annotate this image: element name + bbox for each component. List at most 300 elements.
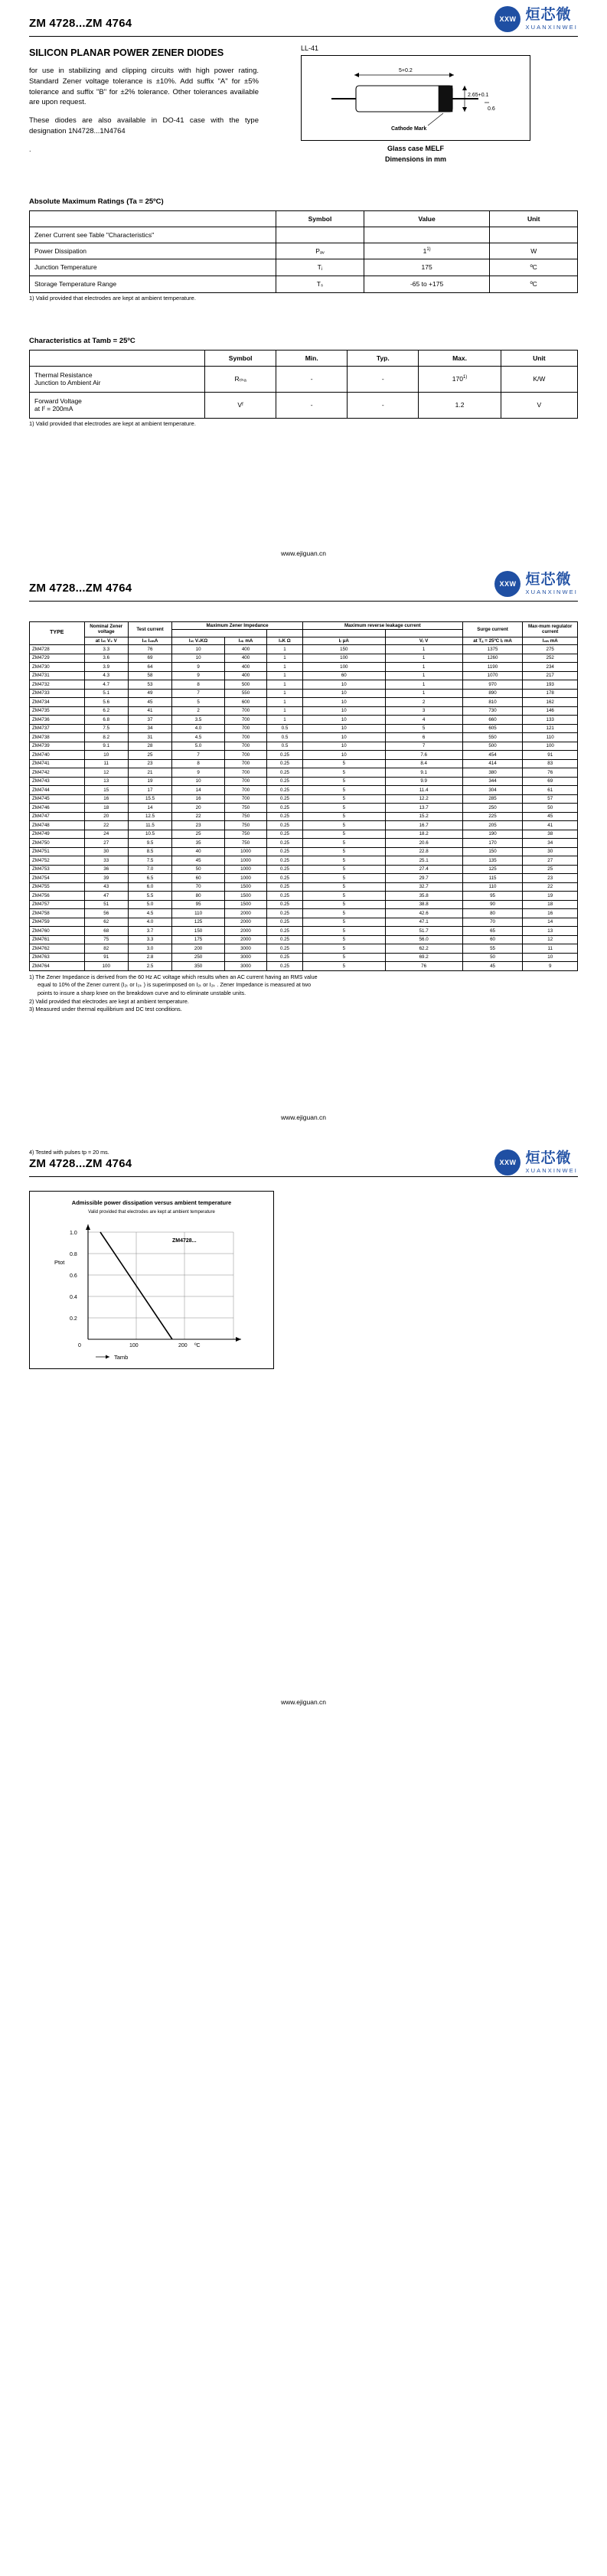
cell-type: ZM4764 — [30, 962, 85, 971]
cell-type: ZM4744 — [30, 786, 85, 795]
table-row — [30, 243, 578, 259]
cell-value: 62.2 — [385, 944, 462, 954]
cell-value: 28 — [128, 742, 171, 751]
cell-value: 1 — [385, 645, 462, 654]
cell-value: 53 — [128, 680, 171, 690]
cell-value: 9.5 — [128, 839, 171, 848]
cell-value: 70 — [462, 918, 523, 927]
cell-value: 5 — [385, 724, 462, 733]
cell-value: 0.5 — [266, 742, 302, 751]
cell-value: 34 — [128, 724, 171, 733]
cell-value: 10 — [302, 716, 385, 725]
cell-value: 3.9 — [84, 663, 128, 672]
cell-value: 150 — [172, 927, 225, 936]
table-notes — [29, 973, 578, 1014]
cell-value: 10 — [302, 706, 385, 716]
page2-title: ZM 4728...ZM 4764 — [29, 581, 132, 595]
cell-value: 42.6 — [385, 909, 462, 918]
cell-value: 95 — [172, 900, 225, 909]
cell-value: 0.25 — [266, 768, 302, 778]
table-row — [30, 935, 578, 944]
cell-value: 37 — [128, 716, 171, 725]
cell-value: 1 — [266, 689, 302, 698]
cell-value: 19 — [523, 892, 578, 901]
cell-value: 25.1 — [385, 856, 462, 866]
cell-value: 1190 — [462, 663, 523, 672]
cell-value: 3000 — [225, 953, 267, 962]
cell-type: ZM4745 — [30, 794, 85, 804]
cell-value: 22.8 — [385, 847, 462, 856]
cell-symbol: Rₜₕₐ — [205, 366, 276, 392]
cell-value: 11 — [523, 944, 578, 954]
cell-value: 0.25 — [266, 927, 302, 936]
cell-unit — [490, 227, 578, 243]
cell-param: Junction Temperature — [30, 259, 276, 276]
unit-vr: Vᵣ V — [385, 637, 462, 644]
cell-value: 2000 — [225, 909, 267, 918]
cell-type: ZM4750 — [30, 839, 85, 848]
cell-value: 5.6 — [84, 698, 128, 707]
company-logo — [494, 1149, 578, 1176]
table-row — [30, 276, 578, 292]
cell-value: 150 — [302, 645, 385, 654]
col-nominal-zener-voltage: Nominal Zener voltage — [84, 621, 128, 637]
cell-value: 275 — [523, 645, 578, 654]
cell-value: 700 — [225, 786, 267, 795]
cell-value: 0.5 — [266, 724, 302, 733]
cell-value: 6.2 — [84, 706, 128, 716]
cell-value: 700 — [225, 777, 267, 786]
svg-text:5+0.2: 5+0.2 — [399, 68, 413, 73]
table-row — [30, 768, 578, 778]
cell-value: 1260 — [462, 654, 523, 663]
table-row — [30, 654, 578, 663]
cell-value: 8.5 — [128, 847, 171, 856]
cell-value: 5.1 — [84, 689, 128, 698]
cell-type: ZM4758 — [30, 909, 85, 918]
cell-value: 47 — [84, 892, 128, 901]
package-drawing — [301, 44, 561, 165]
cell-value: 252 — [523, 654, 578, 663]
table-row — [30, 227, 578, 243]
page-3 — [0, 1129, 607, 1714]
cell-value: 730 — [462, 706, 523, 716]
page-2 — [0, 565, 607, 1129]
cell-value: 2.8 — [128, 953, 171, 962]
cell-value: 43 — [84, 882, 128, 892]
cell-value: 700 — [225, 759, 267, 768]
cell-value: 1 — [266, 706, 302, 716]
cell-value: 100 — [523, 742, 578, 751]
svg-text:1.0: 1.0 — [70, 1231, 77, 1237]
cell-type: ZM4752 — [30, 856, 85, 866]
cell-value: 5 — [302, 865, 385, 874]
cell-value: 500 — [462, 742, 523, 751]
cell-value: 2000 — [225, 918, 267, 927]
cell-value: 0.25 — [266, 953, 302, 962]
cell-value: 7.6 — [385, 751, 462, 760]
table-row — [30, 794, 578, 804]
cell-value: 7.5 — [128, 856, 171, 866]
cell-value: 3000 — [225, 962, 267, 971]
cell-value: 5 — [302, 962, 385, 971]
cell-value: 2.5 — [128, 962, 171, 971]
cell-value: 64 — [128, 663, 171, 672]
cell-value: 27 — [84, 839, 128, 848]
cell-value: 18.2 — [385, 830, 462, 839]
cell-value: 76 — [523, 768, 578, 778]
cell-value: 60 — [462, 935, 523, 944]
cell-value: 600 — [225, 698, 267, 707]
package-label: LL-41 — [301, 44, 319, 52]
cell-min: - — [276, 392, 348, 418]
cell-value: 700 — [225, 733, 267, 742]
cell-value: 10 — [302, 751, 385, 760]
table-row — [30, 909, 578, 918]
cell-value: 51 — [84, 900, 128, 909]
cell-value: 6 — [385, 733, 462, 742]
logo-chinese-name: 烜芯微 — [525, 571, 572, 588]
cell-value: 1 — [385, 680, 462, 690]
abs-max-col-symbol: Symbol — [276, 210, 364, 227]
col-surge-current: Surge current — [462, 621, 523, 637]
svg-text:0: 0 — [78, 1343, 81, 1349]
svg-text:ºC: ºC — [194, 1343, 201, 1349]
cell-symbol: Tₛ — [276, 276, 364, 292]
cell-value: 550 — [225, 689, 267, 698]
cell-value: 110 — [172, 909, 225, 918]
package-caption-line1: Glass case MELF — [387, 145, 445, 152]
cell-value: 170 — [462, 839, 523, 848]
cell-value: 10 — [172, 777, 225, 786]
cell-type: ZM4728 — [30, 645, 85, 654]
cell-value: 700 — [225, 742, 267, 751]
cell-value: 1 — [266, 671, 302, 680]
cell-value: 1500 — [225, 892, 267, 901]
cell-max: 1.2 — [419, 392, 501, 418]
cell-value: 40 — [172, 847, 225, 856]
char-col-unit: Unit — [501, 350, 577, 366]
cell-type: ZM4741 — [30, 759, 85, 768]
cell-value: 4.0 — [128, 918, 171, 927]
cell-value: 29.7 — [385, 874, 462, 883]
cell-value: 1 — [385, 663, 462, 672]
abs-max-col-value: Value — [364, 210, 490, 227]
cell-value: 5 — [302, 856, 385, 866]
table-row — [30, 847, 578, 856]
cell-param: Power Dissipation — [30, 243, 276, 259]
cell-value: 5 — [302, 830, 385, 839]
cell-value: 100 — [302, 663, 385, 672]
cell-type: ZM4733 — [30, 689, 85, 698]
cell-value: 16 — [172, 794, 225, 804]
cell-type: ZM4751 — [30, 847, 85, 856]
cell-value: 175 — [172, 935, 225, 944]
cell-value: 18 — [523, 900, 578, 909]
logo-chinese-name: 烜芯微 — [525, 7, 572, 23]
cell-value: 30 — [84, 847, 128, 856]
table-row — [30, 918, 578, 927]
cell-value: 115 — [462, 874, 523, 883]
col-vr-group — [385, 629, 462, 637]
cell-value: 3.3 — [84, 645, 128, 654]
cell-value: 60 — [302, 671, 385, 680]
cell-value: 10 — [84, 751, 128, 760]
table-row — [30, 663, 578, 672]
cell-value: 32.7 — [385, 882, 462, 892]
cell-value: 35 — [172, 839, 225, 848]
cell-value: 5 — [302, 900, 385, 909]
page1-footer: www.ejiguan.cn — [280, 549, 327, 557]
cell-value: 22 — [523, 882, 578, 892]
table-row — [30, 680, 578, 690]
unit-izt: I₂ₜ I₂ₘA — [128, 637, 171, 644]
chart-series-label: ZM4728... — [172, 1238, 197, 1244]
cell-value: 250 — [172, 953, 225, 962]
svg-text:200: 200 — [178, 1343, 188, 1349]
cell-value: 400 — [225, 645, 267, 654]
cell-value: 90 — [462, 900, 523, 909]
cell-value: 700 — [225, 724, 267, 733]
table-row — [30, 706, 578, 716]
cell-type: ZM4738 — [30, 733, 85, 742]
cell-value: 15.5 — [128, 794, 171, 804]
logo-english-name: XUANXINWEI — [525, 588, 578, 595]
cell-value: 20.6 — [385, 839, 462, 848]
char-col-min: Min. — [276, 350, 348, 366]
cell-type: ZM4736 — [30, 716, 85, 725]
cell-value: 5 — [302, 839, 385, 848]
cell-value: 146 — [523, 706, 578, 716]
cell-value: 5 — [302, 804, 385, 813]
cell-value: 0.25 — [266, 909, 302, 918]
cell-value: 1500 — [225, 900, 267, 909]
cell-value: 14 — [128, 804, 171, 813]
cell-value: 9.1 — [385, 768, 462, 778]
cell-unit: ºC — [490, 276, 578, 292]
svg-text:2.65+0.1: 2.65+0.1 — [468, 93, 489, 98]
table-row — [30, 759, 578, 768]
page1-header — [0, 0, 607, 33]
cell-value: 217 — [523, 671, 578, 680]
cell-value: 175 — [364, 259, 490, 276]
char-col-param — [30, 350, 205, 366]
table-row — [30, 751, 578, 760]
svg-text:0.6: 0.6 — [70, 1273, 77, 1280]
cell-value: 7.0 — [128, 865, 171, 874]
cell-value: 13.7 — [385, 804, 462, 813]
cell-value: 8.2 — [84, 733, 128, 742]
cell-value: 135 — [462, 856, 523, 866]
cell-value: 5 — [302, 812, 385, 821]
cell-value: 8 — [172, 759, 225, 768]
table-row — [30, 742, 578, 751]
cell-value: 605 — [462, 724, 523, 733]
cell-value: 23 — [128, 759, 171, 768]
cell-value: 0.25 — [266, 804, 302, 813]
pulse-note: 4) Tested with pulses tp = 20 ms. — [29, 1149, 109, 1156]
col-test-current: Test current — [128, 621, 171, 637]
col-type: TYPE — [30, 621, 85, 644]
company-logo — [494, 6, 578, 32]
unit-ir: Iᵣ µA — [302, 637, 385, 644]
cell-value: 3.0 — [128, 944, 171, 954]
page3-footer: www.ejiguan.cn — [280, 1698, 327, 1707]
cell-value: 56 — [84, 909, 128, 918]
cell-value: 18 — [84, 804, 128, 813]
page-1 — [0, 0, 607, 565]
cell-value: 49 — [128, 689, 171, 698]
cell-value: 33 — [84, 856, 128, 866]
cell-value: 41 — [523, 821, 578, 830]
cell-value: 1 — [385, 671, 462, 680]
table-header-row — [30, 210, 578, 227]
cell-value: 34 — [523, 839, 578, 848]
table-row — [30, 962, 578, 971]
cell-value: 0.25 — [266, 900, 302, 909]
cell-value: 5.0 — [128, 900, 171, 909]
table-header-row — [30, 350, 578, 366]
cell-value: 8 — [172, 680, 225, 690]
cell-value: 61 — [523, 786, 578, 795]
package-caption — [301, 144, 530, 165]
cell-value: 2 — [385, 698, 462, 707]
cell-value: 178 — [523, 689, 578, 698]
cell-value: 350 — [172, 962, 225, 971]
cell-value: 0.25 — [266, 821, 302, 830]
cell-value: 0.25 — [266, 830, 302, 839]
cell-value: 25 — [128, 751, 171, 760]
table-row — [30, 777, 578, 786]
cell-value: 1 — [266, 698, 302, 707]
cell-value: 1000 — [225, 856, 267, 866]
cell-value: 80 — [462, 909, 523, 918]
cell-value: 3.7 — [128, 927, 171, 936]
cell-value: 125 — [172, 918, 225, 927]
note-1-line2: equal to 10% of the Zener current (I₂ₜ or I₂ₖ ) is superimposed on I₂ₜ or I₂ₖ . Zener Impedance is measured at two — [38, 981, 312, 989]
cell-value: 11.4 — [385, 786, 462, 795]
cell-value — [364, 227, 490, 243]
cell-type: ZM4743 — [30, 777, 85, 786]
cell-value: 21 — [128, 768, 171, 778]
table-row — [30, 733, 578, 742]
cell-value: 1 — [385, 689, 462, 698]
table-row — [30, 882, 578, 892]
cell-value: 100 — [302, 654, 385, 663]
intro-dot: . — [29, 145, 31, 153]
table-row — [30, 366, 578, 392]
characteristics-note: 1) Valid provided that electrodes are kept at ambient temperature. — [29, 419, 196, 427]
cell-value: 125 — [462, 865, 523, 874]
cell-value: 0.25 — [266, 847, 302, 856]
cell-value: 1375 — [462, 645, 523, 654]
abs-max-table — [29, 210, 578, 293]
cell-value: 76 — [128, 645, 171, 654]
cell-value: 304 — [462, 786, 523, 795]
cell-value: 5 — [302, 909, 385, 918]
col-max-zener-impedance: Maximum Zener Impedance — [172, 621, 303, 629]
table-row — [30, 874, 578, 883]
table-row — [30, 786, 578, 795]
cell-type: ZM4740 — [30, 751, 85, 760]
note-1-line1: 1) The Zener Impedance is derived from the 60 Hz AC voltage which results when an AC current having an RMS value — [29, 973, 318, 980]
cell-value: 80 — [172, 892, 225, 901]
cell-value: 810 — [462, 698, 523, 707]
cell-value: 16 — [84, 794, 128, 804]
char-col-max: Max. — [419, 350, 501, 366]
chart-svg — [42, 1217, 261, 1362]
svg-text:100: 100 — [129, 1343, 139, 1349]
cell-value: 4.3 — [84, 671, 128, 680]
cell-value: 0.25 — [266, 865, 302, 874]
cell-type: ZM4730 — [30, 663, 85, 672]
cell-value: 5 — [302, 882, 385, 892]
table-row — [30, 804, 578, 813]
table-row — [30, 259, 578, 276]
cell-type: ZM4748 — [30, 821, 85, 830]
cell-value: 234 — [523, 663, 578, 672]
intro-paragraph-2: These diodes are also available in DO-41 case with the type designation 1N4728...1N4764 — [29, 116, 259, 135]
page-title: ZM 4728...ZM 4764 — [29, 17, 132, 30]
cell-value: 69 — [128, 654, 171, 663]
cell-value: 400 — [225, 671, 267, 680]
cell-value: 50 — [462, 953, 523, 962]
cell-value: 16.7 — [385, 821, 462, 830]
cell-value: 700 — [225, 706, 267, 716]
cell-value: 0.25 — [266, 918, 302, 927]
cell-value: 750 — [225, 812, 267, 821]
cell-value: 76 — [385, 962, 462, 971]
cell-type: ZM4757 — [30, 900, 85, 909]
cell-value: 9 — [172, 768, 225, 778]
cell-value: 1 — [266, 663, 302, 672]
cell-value: 225 — [462, 812, 523, 821]
cell-value: 193 — [523, 680, 578, 690]
cell-value: 27.4 — [385, 865, 462, 874]
cell-value: 0.25 — [266, 892, 302, 901]
note-2: 2) Valid provided that electrodes are kept at ambient temperature. — [29, 997, 189, 1005]
cell-type: ZM4735 — [30, 706, 85, 716]
cell-value: 57 — [523, 794, 578, 804]
table-row — [30, 698, 578, 707]
abs-max-col-param — [30, 210, 276, 227]
cell-value: 9 — [172, 671, 225, 680]
cell-value: 13 — [84, 777, 128, 786]
cell-value: 10 — [302, 733, 385, 742]
cell-value: 9.1 — [84, 742, 128, 751]
cell-param: Forward Voltage at Iᶠ = 200mA — [30, 392, 205, 418]
cell-value: 2 — [172, 706, 225, 716]
cell-unit: W — [490, 243, 578, 259]
cell-param: Zener Current see Table "Characteristics" — [30, 227, 276, 243]
cell-value: 162 — [523, 698, 578, 707]
intro-section — [29, 44, 578, 163]
cell-param: Storage Temperature Range — [30, 276, 276, 292]
cell-value: 2000 — [225, 927, 267, 936]
header-divider — [29, 36, 578, 37]
package-caption-line2: Dimensions in mm — [384, 155, 446, 163]
char-col-symbol: Symbol — [205, 350, 276, 366]
cell-value: 700 — [225, 794, 267, 804]
cell-typ: - — [348, 392, 419, 418]
cell-value: 8.4 — [385, 759, 462, 768]
table-row — [30, 900, 578, 909]
cell-value: 3.5 — [172, 716, 225, 725]
cell-value: 550 — [462, 733, 523, 742]
cell-value: 7 — [385, 742, 462, 751]
cell-value: 5.0 — [172, 742, 225, 751]
unit-izsm: at Tₐ = 25ºC Iᵣ mA — [462, 637, 523, 644]
